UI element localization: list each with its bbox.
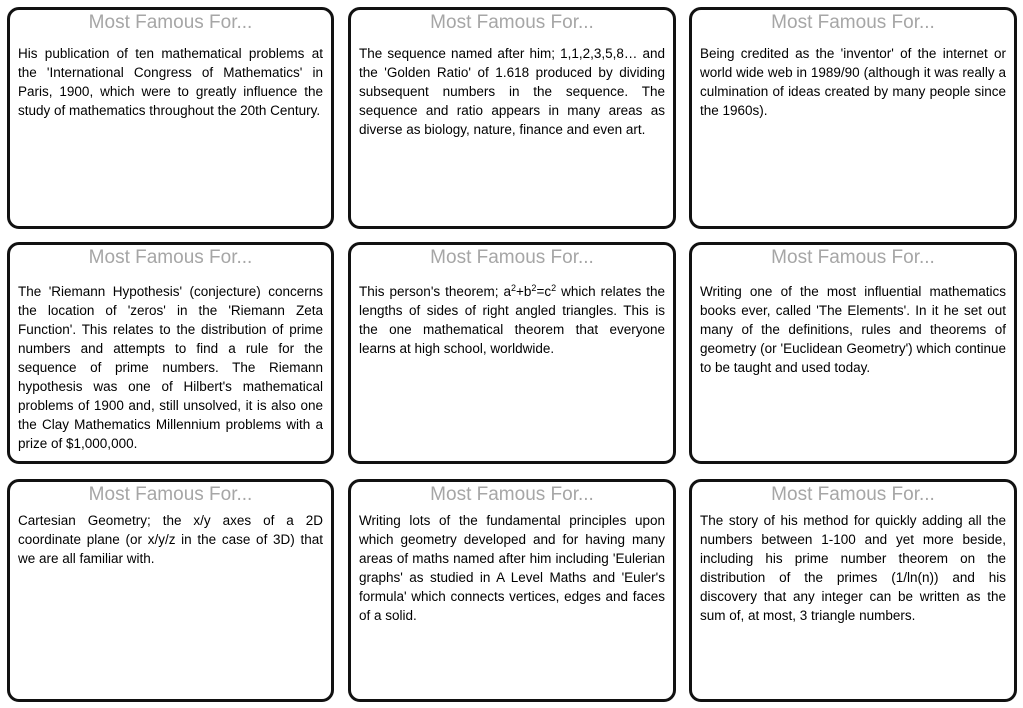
superscript: 2 [511,283,517,293]
card-title: Most Famous For... [771,12,935,33]
card-body: The story of his method for quickly adding all the numbers between 1-100 and yet more beside, including his prime number theorem on the distribution of the primes (1/ln(n)) and his discovery that any integer can be written as the sum of, at most, 3 triangle numbers. [700,513,1006,623]
card-title: Most Famous For... [771,484,935,505]
superscript: 2 [531,283,537,293]
card-title: Most Famous For... [430,484,594,505]
card-riemann [7,242,334,464]
body-text: +b [516,284,532,299]
card-body [359,282,665,358]
card-body: The 'Riemann Hypothesis' (conjecture) concerns the location of 'zeros' in the 'Riemann Zeta Function'. This relates to the distribution of prime numbers and attempts to find a rule for the sequence of prime numbers. The Riemann hypothesis was one of Hilbert's mathematical problems of 1900 and, still unsolved, it is also one the Clay Mathematics Millennium problems with a prize of $1,000,000. [18,284,323,451]
card-title: Most Famous For... [430,247,594,268]
card-pythagoras [348,242,676,464]
card-title: Most Famous For... [771,247,935,268]
card-body: Writing one of the most influential mathematics books ever, called 'The Elements'. In it he set out many of the definitions, rules and theorems of geometry (or 'Euclidean Geometry') which continue to be taught and used today. [700,284,1006,375]
card-berners-lee [689,7,1017,229]
body-text: =c [536,284,552,299]
card-body: Being credited as the 'inventor' of the internet or world wide web in 1989/90 (although it was really a culmination of ideas created by many people since the 1960s). [700,46,1006,118]
card-body: His publication of ten mathematical problems at the 'International Congress of Mathematics' in Paris, 1900, which were to greatly influence the study of mathematics throughout the 20th Century. [18,46,323,118]
body-text: This person's theorem; a [359,284,511,299]
card-title: Most Famous For... [88,12,253,33]
card-euclid [689,242,1017,464]
card-descartes [7,479,334,702]
card-fibonacci [348,7,676,229]
card-hilbert [7,7,334,229]
card-title: Most Famous For... [88,484,253,505]
superscript: 2 [551,283,557,293]
card-body: Writing lots of the fundamental principles upon which geometry developed and for having many areas of maths named after him including 'Eulerian graphs' as studied in A Level Maths and 'Euler's formula' which connects vertices, edges and faces of a solid. [359,513,665,623]
body-text: which relates the lengths of sides of right angled triangles. This is the one mathematical theorem that everyone learns at high school, worldwide. [359,284,665,356]
card-gauss [689,479,1017,702]
card-title: Most Famous For... [88,247,253,268]
card-body: Cartesian Geometry; the x/y axes of a 2D coordinate plane (or x/y/z in the case of 3D) that we are all familiar with. [18,513,323,566]
card-body: The sequence named after him; 1,1,2,3,5,8… and the 'Golden Ratio' of 1.618 produced by dividing subsequent numbers in the sequence. The sequence and ratio appears in many areas as diverse as biology, nature, finance and even art. [359,46,665,137]
card-title: Most Famous For... [430,12,594,33]
card-euler [348,479,676,702]
